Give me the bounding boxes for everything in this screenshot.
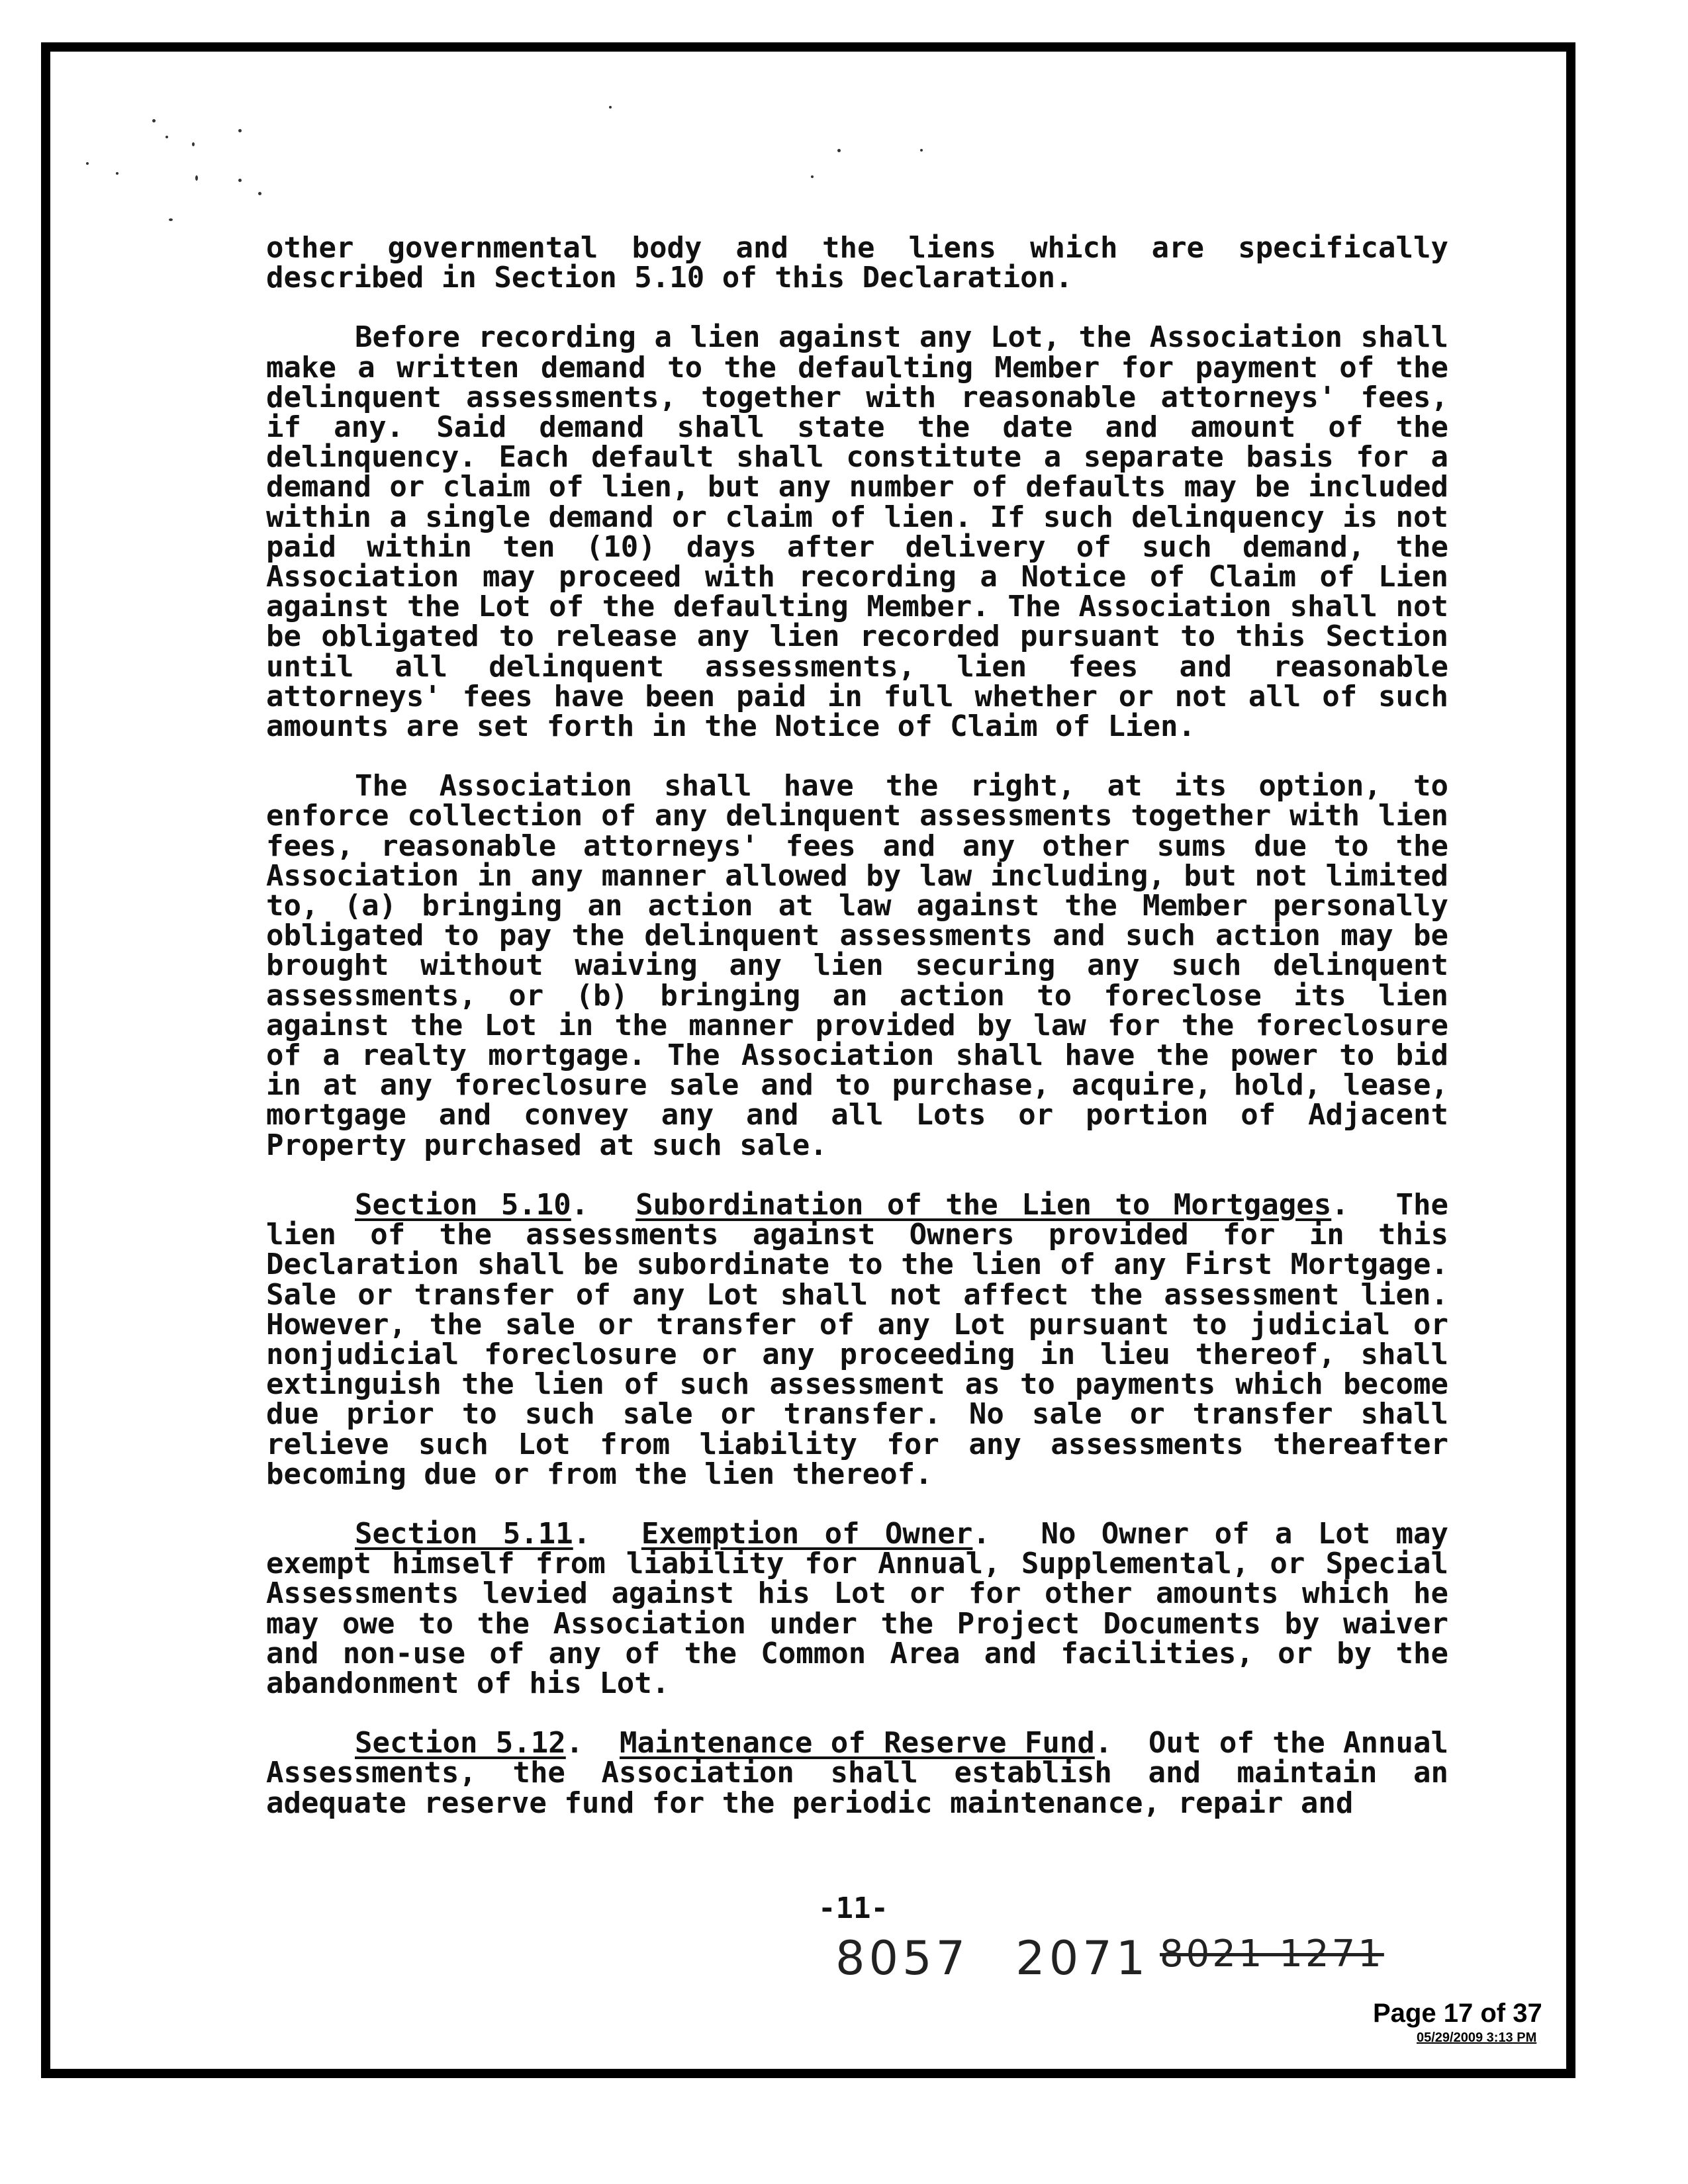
page-number: -11- [818, 1891, 888, 1925]
section-5-12: Section 5.12. Maintenance of Reserve Fund. Out of the Annual Assessments, the Association shall establish and maintain an adequate reserve fund for the periodic maintenance, repair and [266, 1726, 1448, 1820]
timestamp-stamp: 05/29/2009 3:13 PM [1417, 2030, 1537, 2045]
section-title: Exemption of Owner [641, 1516, 973, 1551]
section-5-10: Section 5.10. Subordination of the Lien to Mortgages. The lien of the assessments against Owners provided for in this Declaration shall be subordinate to the lien of any First Mortgage. Sale or transfer of any Lot shall not affect the assessment lien. However, the sale or transfer of any Lot pursuant to judicial or nonjudicial foreclosure or any proceeding in lieu thereof, shall extinguish the lien of such assessment as to payments which become due prior to such sale or transfer. No sale or transfer shall relieve such Lot from liability for any assessments thereafter becoming due or from the lien thereof. [266, 1187, 1448, 1491]
section-text: The lien of the assessments against Owners provided for in this Declaration shall be subordinate to the lien of any First Mortgage. Sale or transfer of any Lot shall not affect the assessment lien. However, the sale or transfer of any Lot pursuant to judicial or nonjudicial foreclosure or any proceeding in lieu thereof, shall extinguish the lien of such assessment as to payments which become due prior to such sale or transfer. No sale or transfer shall relieve such Lot from liability for any assessments thereafter becoming due or from the lien thereof. [266, 1187, 1448, 1491]
section-title: Maintenance of Reserve Fund [619, 1726, 1095, 1760]
section-5-11: Section 5.11. Exemption of Owner. No Owner of a Lot may exempt himself from liability for Annual, Supplemental, or Special Assessments levied against his Lot or for other amounts which he may owe to the Association under the Project Documents by waiver and non-use of any of the Common Area and facilities, or by the abandonment of his Lot. [266, 1516, 1448, 1700]
section-number: Section 5.10 [355, 1187, 571, 1222]
paragraph-lien-demand: Before recording a lien against any Lot, the Association shall make a written demand to the defaulting Member for payment of the delinquent assessments, together with reasonable attorneys' fees, if any. Said demand shall state the date and amount of the delinquency. Each default shall constitute a separate basis for a demand or claim of lien, but any number of defaults may be included within a single demand or claim of lien. If such delinquency is not paid within ten (10) days after delivery of such demand, the Association may proceed with recording a Notice of Claim of Lien against the Lot of the defaulting Member. The Association shall not be obligated to release any lien recorded pursuant to this Section until all delinquent assessments, lien fees and reasonable attorneys' fees have been paid in full whether or not all of such amounts are set forth in the Notice of Claim of Lien. [266, 320, 1448, 744]
book-number: 8057 [835, 1931, 970, 1985]
struck-reference: 8021 1271 [1160, 1933, 1384, 1976]
section-number: Section 5.11 [355, 1516, 573, 1551]
section-number: Section 5.12 [355, 1726, 566, 1760]
page-ref-number: 2071 [1015, 1931, 1150, 1985]
section-title: Subordination of the Lien to Mortgages [635, 1187, 1332, 1222]
section-text: No Owner of a Lot may exempt himself from liability for Annual, Supplemental, or Special Assessments levied against his Lot or for other amounts which he may owe to the Association under the Project Documents by waiver and non-use of any of the Common Area and facilities, or by the abandonment of his Lot. [266, 1516, 1448, 1700]
section-text: Out of the Annual Assessments, the Association shall establish and maintain an adequate reserve fund for the periodic maintenance, repair and [266, 1726, 1448, 1820]
document-body [266, 233, 1448, 1848]
page-of-label: Page 17 of 37 [1373, 1999, 1542, 2028]
recording-number [835, 1931, 1196, 1985]
paragraph-continuation: other governmental body and the liens which are specifically described in Section 5.10 of this Declaration. [266, 231, 1448, 295]
paragraph-enforcement: The Association shall have the right, at its option, to enforce collection of any delinquent assessments together with lien fees, reasonable attorneys' fees and any other sums due to the Association in any manner allowed by law including, but not limited to, (a) bringing an action at law against the Member personally obligated to pay the delinquent assessments and such action may be brought without waiving any lien securing any such delinquent assessments, or (b) bringing an action to foreclose its lien against the Lot in the manner provided by law for the foreclosure of a realty mortgage. The Association shall have the power to bid in at any foreclosure sale and to purchase, acquire, hold, lease, mortgage and convey any and all Lots or portion of Adjacent Property purchased at such sale. [266, 769, 1448, 1162]
